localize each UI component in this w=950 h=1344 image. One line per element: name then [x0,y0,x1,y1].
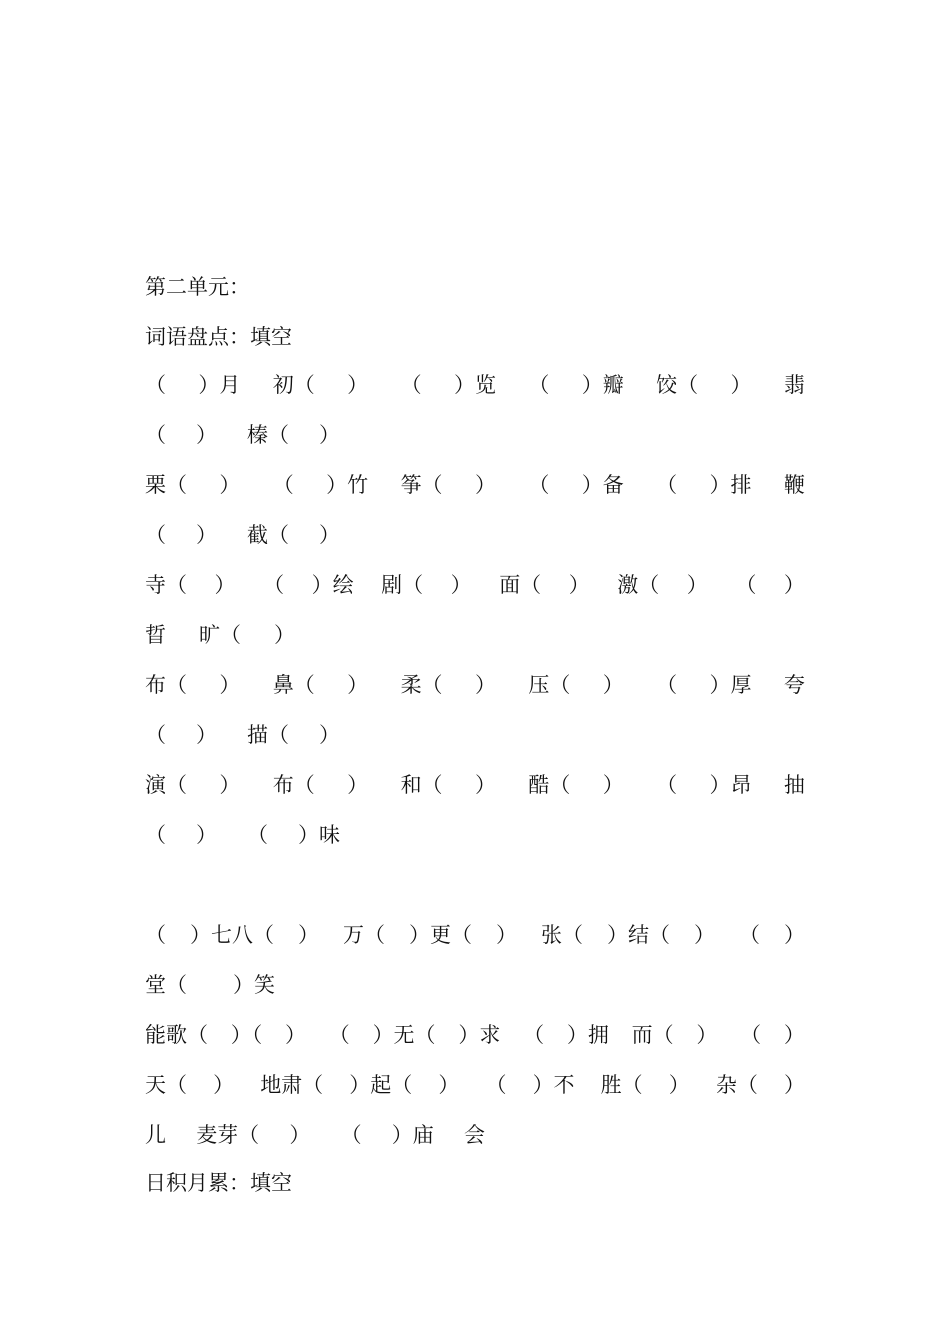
fill-in-segment: ）起（ [349,1073,413,1097]
fill-in-segment: ） [289,1123,311,1147]
fill-in-segment: （ [145,923,166,947]
fill-in-segment: ）笑 [233,973,275,997]
fill-in-segment: ） [214,573,236,597]
fill-in-segment: 翡 [783,373,805,397]
fill-in-segment: （ [400,373,422,397]
fill-in-segment: （ [145,423,166,447]
idiom-row [145,1120,485,1150]
fill-in-segment: （ [485,1073,507,1097]
fill-in-segment: 麦芽（ [196,1123,260,1147]
fill-in-segment: 演（ [145,773,187,797]
fill-in-segment: 和（ [400,773,443,797]
fill-in-segment: （ [247,823,268,847]
fill-in-segment: 鼻（ [272,673,315,697]
fill-in-segment: ） [219,773,241,797]
fill-in-segment: （ [528,473,550,497]
fill-in-segment: 旷（ [199,623,241,647]
section-title: 第二单元： [145,275,250,299]
fill-in-segment: 栗（ [145,473,187,497]
fill-in-segment: ）厚 [709,673,752,697]
fill-in-segment: ）备 [581,473,624,497]
fill-in-segment: 剧（ [381,573,424,597]
fill-in-segment: 激（ [617,573,660,597]
fill-in-segment: ） [568,573,590,597]
fill-in-segment: ）竹 [326,473,369,497]
fill-in-segment: 会 [463,1123,485,1147]
fill-in-segment: ） [696,1023,718,1047]
word-row [145,470,805,500]
fill-in-segment: ） [347,373,369,397]
fill-in-segment: 儿 [145,1123,166,1147]
fill-in-segment: 榛（ [247,423,289,447]
fill-in-segment: ） [602,673,624,697]
fill-in-segment: 酷（ [528,773,571,797]
word-review-heading: 词语盘点：填空 [145,325,292,349]
word-row [145,370,805,400]
fill-in-segment: 压（ [528,673,571,697]
fill-in-segment: ）味 [298,823,340,847]
fill-in-segment: ）庙 [391,1123,434,1147]
word-row [145,620,295,650]
fill-in-segment: 天（ [145,1073,187,1097]
fill-in-segment: ）绘 [311,573,354,597]
fill-in-segment: ） [196,823,217,847]
fill-in-segment: 饺（ [656,373,699,397]
fill-in-segment: ）排 [709,473,752,497]
fill-in-segment: ） [319,723,340,747]
fill-in-segment: ） [783,1023,805,1047]
fill-in-segment: （ [145,523,166,547]
fill-in-segment: 晢 [145,623,166,647]
word-row [145,520,340,550]
fill-in-segment: ） [347,773,369,797]
word-row [145,770,805,800]
fill-in-segment: （ [272,473,294,497]
fill-in-segment: （ [656,773,678,797]
fill-in-segment: 堂（ [145,973,187,997]
fill-in-segment: ）览 [453,373,496,397]
fill-in-segment: ） [438,1073,460,1097]
fill-in-segment: ）瓣 [581,373,624,397]
fill-in-segment: 寺（ [145,573,187,597]
fill-in-segment: （ [145,823,166,847]
idiom-row [145,920,805,950]
fill-in-segment: ）拥 [566,1023,609,1047]
word-row [145,420,340,450]
fill-in-segment: （ [145,723,166,747]
fill-in-segment: （ [735,573,757,597]
fill-in-segment: ）不 [532,1073,575,1097]
fill-in-segment: ）昂 [709,773,752,797]
fill-in-segment: ） [213,1073,235,1097]
fill-in-segment: 抽 [783,773,805,797]
fill-in-segment: （ [656,673,678,697]
word-row [145,820,340,850]
word-row [145,570,805,600]
fill-in-segment: ） [274,623,295,647]
fill-in-segment: 而（ [631,1023,674,1047]
fill-in-segment: （ [263,573,285,597]
fill-in-segment: （ [340,1123,362,1147]
fill-in-segment: 杂（ [715,1073,758,1097]
fill-in-segment: ）（ [230,1023,263,1047]
fill-in-segment: ） [319,423,340,447]
fill-in-segment: 描（ [247,723,289,747]
fill-in-segment: ） [474,773,496,797]
fill-in-segment: ） [196,723,217,747]
fill-in-segment: 地肃（ [260,1073,324,1097]
fill-in-segment: ） [196,523,217,547]
fill-in-segment: 张（ [541,923,583,947]
fill-in-segment: ） [474,673,496,697]
fill-in-segment: 柔（ [400,673,443,697]
fill-in-segment: ） [219,673,241,697]
word-row [145,720,340,750]
fill-in-segment: （ [739,923,760,947]
fill-in-segment: ） [496,923,517,947]
fill-in-segment: ） [602,773,624,797]
fill-in-segment: ） [784,923,805,947]
fill-in-segment: ）无（ [372,1023,436,1047]
fill-in-segment: ）更（ [409,923,472,947]
fill-in-segment: ） [730,373,752,397]
fill-in-segment: 初（ [272,373,315,397]
fill-in-segment: ） [219,473,241,497]
fill-in-segment: ）求 [458,1023,501,1047]
fill-in-segment: （ [528,373,550,397]
fill-in-segment: （ [145,373,166,397]
fill-in-segment: 夸 [783,673,805,697]
fill-in-segment: （ [656,473,678,497]
idiom-row [145,1070,805,1100]
fill-in-segment: 面（ [499,573,542,597]
fill-in-segment: ） [694,923,715,947]
fill-in-segment: ） [686,573,708,597]
fill-in-segment: ） [450,573,472,597]
idiom-row [145,1020,805,1050]
fill-in-segment: ）结（ [607,923,670,947]
fill-in-segment: （ [740,1023,762,1047]
fill-in-segment: 筝（ [400,473,443,497]
fill-in-segment: 胜（ [600,1073,643,1097]
fill-in-segment: ） [319,523,340,547]
word-row [145,670,805,700]
fill-in-segment: 万（ [343,923,385,947]
idiom-row [145,970,275,1000]
fill-in-segment: 布（ [272,773,315,797]
fill-in-segment: ）月 [198,373,241,397]
fill-in-segment: 能歌（ [145,1023,208,1047]
fill-in-segment: ） [668,1073,690,1097]
fill-in-segment: ） [285,1023,307,1047]
fill-in-segment: ） [196,423,217,447]
fill-in-segment: ） [474,473,496,497]
daily-accumulation-heading: 日积月累：填空 [145,1171,292,1195]
fill-in-segment: ） [783,1073,805,1097]
fill-in-segment: （ [328,1023,350,1047]
fill-in-segment: ） [783,573,805,597]
fill-in-segment: ） [298,923,319,947]
fill-in-segment: ） [347,673,369,697]
fill-in-segment: 鞭 [783,473,805,497]
fill-in-segment: （ [523,1023,545,1047]
fill-in-segment: ）七八（ [190,923,274,947]
fill-in-segment: 截（ [247,523,289,547]
fill-in-segment: 布（ [145,673,187,697]
